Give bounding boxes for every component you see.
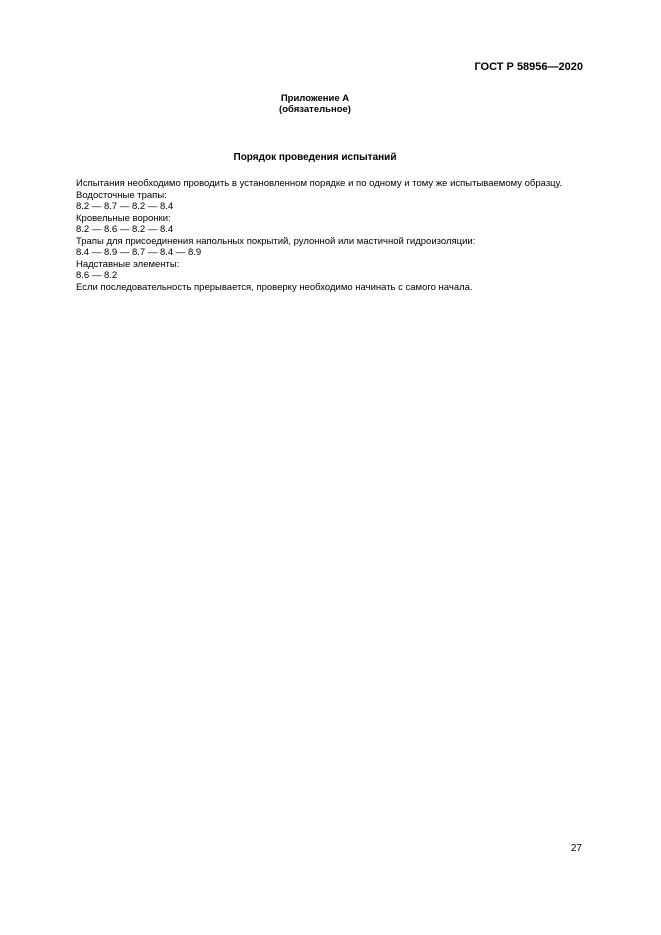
document-body — [76, 178, 596, 293]
test-sequence: 8.6 — 8.2 — [76, 270, 118, 281]
test-sequence: 8.2 — 8.6 — 8.2 — 8.4 — [76, 224, 174, 235]
test-sequence: 8.2 — 8.7 — 8.2 — 8.4 — [76, 201, 174, 212]
annex-heading — [0, 93, 630, 115]
document-number: ГОСТ Р 58956—2020 — [474, 61, 583, 73]
test-sequence: 8.4 — 8.9 — 8.7 — 8.4 — 8.9 — [76, 247, 202, 258]
intro-paragraph: Испытания необходимо проводить в установленном порядке и по одному и тому же испытываемому образцу. — [76, 178, 563, 189]
group-label: Трапы для присоединения напольных покрытий, рулонной или мастичной гидроизоляции: — [76, 235, 476, 247]
page-number: 27 — [570, 843, 582, 854]
group-label: Надставные элементы: — [76, 258, 180, 270]
annex-status: (обязательное) — [279, 104, 351, 115]
closing-paragraph: Если последовательность прерывается, проверку необходимо начинать с самого начала. — [76, 281, 473, 293]
group-label: Водосточные трапы: — [76, 189, 167, 201]
group-label: Кровельные воронки: — [76, 212, 171, 224]
section-title: Порядок проведения испытаний — [233, 152, 397, 163]
annex-title: Приложение А — [280, 93, 350, 104]
